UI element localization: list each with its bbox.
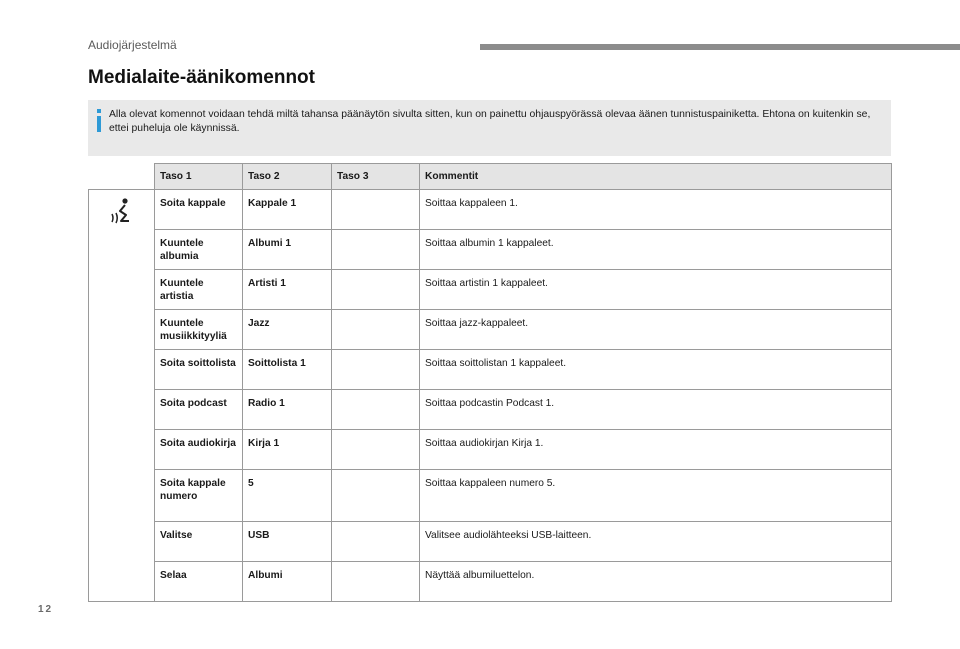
level1-cell: Kuuntele musiikkityyliä: [155, 310, 243, 350]
level1-cell: Valitse: [155, 522, 243, 562]
level1-cell: Soita podcast: [155, 390, 243, 430]
table-row: [89, 522, 892, 562]
level2-cell: Albumi: [243, 562, 332, 602]
level3-cell: [332, 390, 420, 430]
table-row: [89, 270, 892, 310]
level3-cell: [332, 562, 420, 602]
column-header-comments: Kommentit: [420, 164, 892, 190]
info-icon: [97, 109, 107, 137]
level2-cell: Soittolista 1: [243, 350, 332, 390]
table-header-row: [89, 164, 892, 190]
info-box: [88, 100, 891, 156]
comment-cell: Soittaa jazz-kappaleet.: [420, 310, 892, 350]
comment-cell: Soittaa kappaleen numero 5.: [420, 470, 892, 522]
table-row: [89, 562, 892, 602]
comment-cell: Soittaa albumin 1 kappaleet.: [420, 230, 892, 270]
level1-cell: Selaa: [155, 562, 243, 602]
level3-cell: [332, 270, 420, 310]
level1-cell: Kuuntele artistia: [155, 270, 243, 310]
level2-cell: Albumi 1: [243, 230, 332, 270]
level3-cell: [332, 190, 420, 230]
level3-cell: [332, 310, 420, 350]
level3-cell: [332, 230, 420, 270]
level1-cell: Soita kappale numero: [155, 470, 243, 522]
table-row: [89, 390, 892, 430]
column-header-level1: Taso 1: [155, 164, 243, 190]
level3-cell: [332, 470, 420, 522]
level2-cell: Radio 1: [243, 390, 332, 430]
level2-cell: Kirja 1: [243, 430, 332, 470]
comment-cell: Soittaa audiokirjan Kirja 1.: [420, 430, 892, 470]
table-row: [89, 230, 892, 270]
table-row: [89, 470, 892, 522]
level2-cell: Kappale 1: [243, 190, 332, 230]
header-blank-cell: [89, 164, 155, 190]
level3-cell: [332, 350, 420, 390]
level1-cell: Soita audiokirja: [155, 430, 243, 470]
voice-commands-table: [88, 163, 892, 602]
comment-cell: Valitsee audiolähteeksi USB-laitteen.: [420, 522, 892, 562]
level2-cell: Artisti 1: [243, 270, 332, 310]
info-text: Alla olevat komennot voidaan tehdä miltä tahansa päänäytön sivulta sitten, kun on painettu ohjauspyörässä olevaa äänen tunnistuspainiketta. Ehtona on kuitenkin se, ettei puheluja ole käynnissä.: [109, 109, 871, 134]
column-header-level3: Taso 3: [332, 164, 420, 190]
table-row: [89, 430, 892, 470]
comment-cell: Soittaa kappaleen 1.: [420, 190, 892, 230]
page-number: 12: [38, 604, 54, 615]
level2-cell: Jazz: [243, 310, 332, 350]
level1-cell: Soita kappale: [155, 190, 243, 230]
table-row: [89, 350, 892, 390]
level2-cell: USB: [243, 522, 332, 562]
section-label: Audiojärjestelmä: [88, 38, 177, 52]
comment-cell: Soittaa artistin 1 kappaleet.: [420, 270, 892, 310]
level3-cell: [332, 522, 420, 562]
column-header-level2: Taso 2: [243, 164, 332, 190]
comment-cell: Soittaa podcastin Podcast 1.: [420, 390, 892, 430]
level2-cell: 5: [243, 470, 332, 522]
header-bar: [480, 44, 960, 50]
level1-cell: Soita soittolista: [155, 350, 243, 390]
page-title: Medialaite-äänikomennot: [88, 67, 315, 88]
comment-cell: Näyttää albumiluettelon.: [420, 562, 892, 602]
level3-cell: [332, 430, 420, 470]
voice-command-icon-cell: [89, 190, 155, 602]
comment-cell: Soittaa soittolistan 1 kappaleet.: [420, 350, 892, 390]
voice-command-icon: [109, 197, 135, 227]
level1-cell: Kuuntele albumia: [155, 230, 243, 270]
table-row: [89, 310, 892, 350]
table-row: [89, 190, 892, 230]
